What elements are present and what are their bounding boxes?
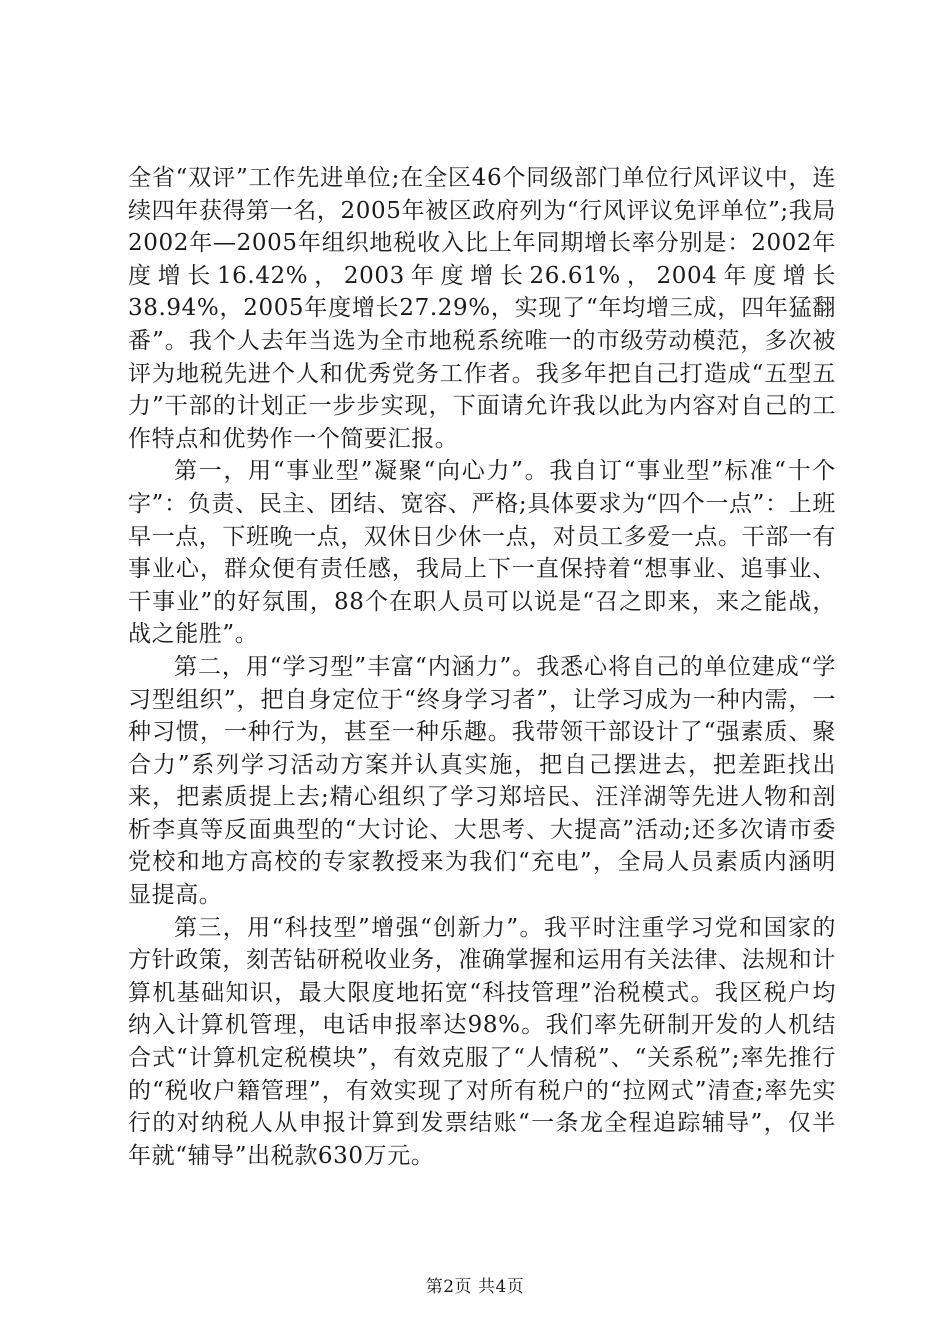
page-number-footer: 第2页 共4页 — [425, 1277, 525, 1297]
paragraph-3: 第二，用“学习型”丰富“内涵力”。我悉心将自己的单位建成“学习型组织”，把自身定位于“终身学习者”，让学习成为一种内需，一种习惯，一种行为，甚至一种乐趣。我带领干部设计了“强素质、聚合力”系列学习活动方案并认真实施，把自己摆进去，把差距找出来，把素质提上去;精心组织了学习郑培民、汪洋湖等先进人物和剖析李真等反面典型的“大讨论、大思考、大提高”活动;还多次请市委党校和地方高校的专家教授来为我们“充电”，全局人员素质内涵明显提高。 — [128, 653, 836, 909]
document-body — [128, 162, 836, 1172]
paragraph-1: 全省“双评”工作先进单位;在全区46个同级部门单位行风评议中，连续四年获得第一名，2005年被区政府列为“行风评议免评单位”;我局2002年—2005年组织地税收入比上年同期增长率分别是：2002年度增长16.42%，2003年度增长26.61%，2004年度增长38.94%，2005年度增长27.29%，实现了“年均增三成，四年猛翻番”。我个人去年当选为全市地税系统唯一的市级劳动模范，多次被评为地税先进个人和优秀党务工作者。我多年把自己打造成“五型五力”干部的计划正一步步实现，下面请允许我以此为内容对自己的工作特点和优势作一个简要汇报。 — [128, 165, 836, 452]
paragraph-4: 第三，用“科技型”增强“创新力”。我平时注重学习党和国家的方针政策，刻苦钻研税收业务，准确掌握和运用有关法律、法规和计算机基础知识，最大限度地拓宽“科技管理”治税模式。我区税户均纳入计算机管理，电话申报率达98%。我们率先研制开发的人机结合式“计算机定税模块”，有效克服了“人情税”、“关系税”;率先推行的“税收户籍管理”，有效实现了对所有税户的“拉网式”清查;率先实行的对纳税人从申报计算到发票结账“一条龙全程追踪辅导”，仅半年就“辅导”出税款630万元。 — [128, 914, 836, 1169]
paragraph-2: 第一，用“事业型”凝聚“向心力”。我自订“事业型”标准“十个字”：负责、民主、团结、宽容、严格;具体要求为“四个一点”：上班早一点，下班晚一点，双休日少休一点，对员工多爱一点。干部一有事业心，群众便有责任感，我局上下一直保持着“想事业、追事业、干事业”的好氛围，88个在职人员可以说是“召之即来，来之能战，战之能胜”。 — [128, 458, 836, 648]
